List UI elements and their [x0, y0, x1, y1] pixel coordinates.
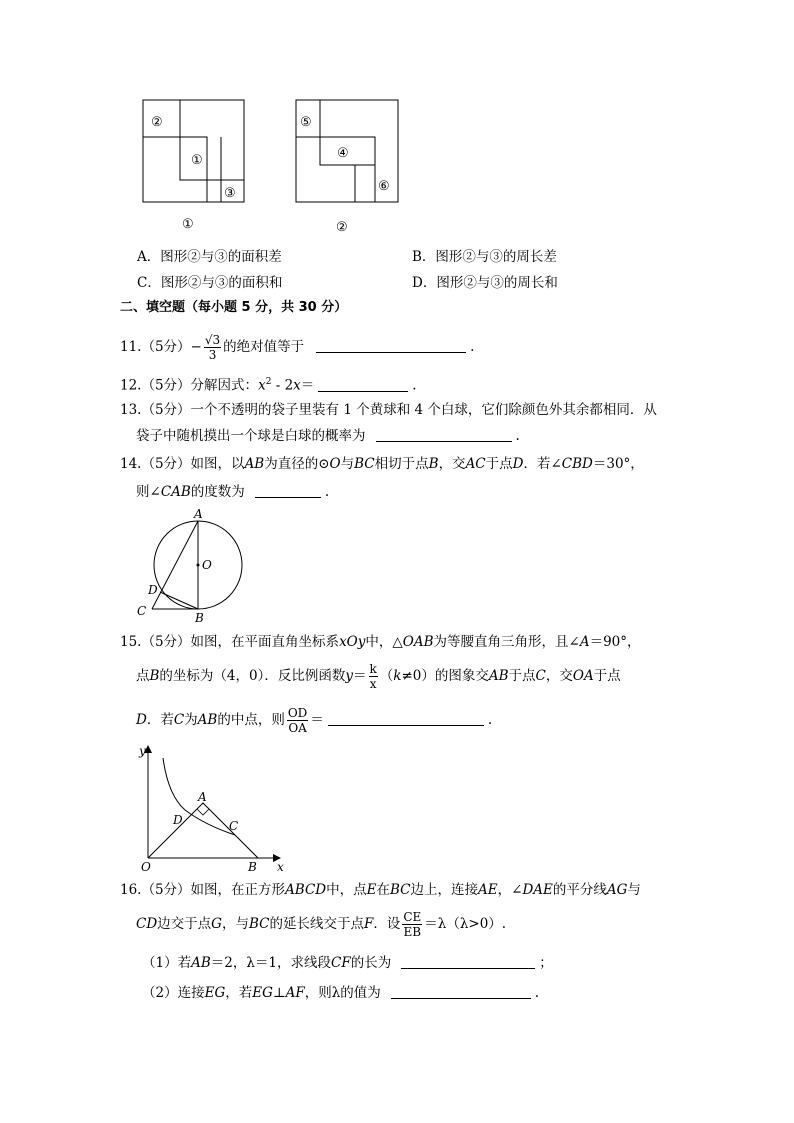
q15-figure [130, 740, 300, 875]
q14-answer-blank[interactable] [255, 483, 321, 498]
choice-d: D．图形②与③的周长和 [412, 275, 558, 291]
svg-text:A: A [194, 507, 203, 521]
question-16-sub-2: （2）连接EG，若EG⊥AF，则λ的值为 . [142, 985, 540, 1001]
svg-text:D: D [148, 583, 158, 597]
q14-line-DB [160, 592, 198, 609]
fig2-region-4: ④ [337, 146, 349, 161]
q16-1-answer-blank[interactable] [401, 954, 535, 969]
svg-text:y: y [139, 744, 146, 758]
svg-text:O: O [141, 860, 151, 874]
q12-answer-blank[interactable] [318, 377, 408, 392]
choice-c: C．图形②与③的面积和 [137, 275, 283, 291]
question-16-sub-1: （1）若AB＝2，λ＝1，求线段CF的长为 ； [142, 955, 553, 971]
svg-text:D: D [173, 813, 183, 827]
q15-fraction-kx: $\frac{k}{x}$ [369, 662, 377, 691]
question-16-line-2: CD边交于点G，与BC的延长线交于点F．设 $\frac{CE}{EB}$ ＝λ（λ>0）. [136, 910, 507, 939]
choice-b: B．图形②与③的周长差 [412, 249, 557, 265]
fig2-region-5: ⑤ [300, 115, 312, 130]
question-15-line-1: 15.（5分）如图，在平面直角坐标系xOy中，△OAB为等腰直角三角形，且∠A＝90°， [120, 634, 641, 650]
fig1-region-2: ② [151, 115, 163, 130]
question-13-line-1: 13.（5分）一个不透明的袋子里装有 1 个黄球和 4 个白球，它们除颜色外其余都相同．从 [120, 402, 657, 418]
svg-text:B: B [195, 611, 204, 625]
svg-text:C: C [229, 819, 239, 833]
question-14-line-1: 14.（5分）如图，以AB为直径的⊙O与BC相切于点B，交AC于点D．若∠CBD＝30°， [120, 456, 644, 472]
figure-squares [130, 95, 420, 240]
question-11: 11.（5分）− $\frac{√3}{3}$ 的绝对值等于 . [120, 333, 475, 362]
svg-text:O: O [202, 558, 212, 572]
question-16-line-1: 16.（5分）如图，在正方形ABCD中，点E在BC边上，连接AE，∠DAE的平分线AG与 [120, 882, 641, 898]
fig2-caption: ② [336, 220, 348, 235]
q14-figure [130, 505, 260, 625]
q15-triangle [148, 803, 258, 858]
q15-right-angle [197, 809, 209, 815]
fig1-caption: ① [182, 217, 194, 232]
fig1-region-1: ① [191, 153, 203, 168]
q15-fraction-od-oa: $\frac{OD}{OA}$ [287, 706, 308, 735]
q11-answer-blank[interactable] [316, 338, 466, 353]
fig2-region-6: ⑥ [378, 179, 390, 194]
q14-line-AC [152, 521, 198, 609]
svg-text:x: x [277, 860, 284, 874]
q16-2-answer-blank[interactable] [391, 984, 531, 999]
question-13-line-2: 袋子中随机摸出一个球是白球的概率为 . [136, 428, 520, 444]
svg-text:C: C [137, 604, 147, 618]
choice-a: A．图形②与③的面积差 [137, 249, 282, 265]
question-14-line-2: 则∠CAB的度数为 . [136, 484, 330, 500]
question-15-line-2: 点B的坐标为（4，0）．反比例函数y＝ $\frac{k}{x}$ （k≠0）的图象交AB于点C，交OA于点 [136, 662, 621, 691]
fig1-region-3: ③ [224, 186, 236, 201]
q15-answer-blank[interactable] [328, 711, 484, 726]
section-title: 二、填空题（每小题 5 分，共 30 分） [120, 300, 348, 315]
question-12: 12.（5分）分解因式：$x^2 - 2x=$ . [120, 377, 417, 394]
question-15-line-3: D．若C为AB的中点，则 $\frac{OD}{OA}$ ＝ . [136, 706, 493, 735]
svg-text:B: B [248, 860, 257, 874]
q16-fraction-ce-eb: $\frac{CE}{EB}$ [403, 910, 422, 939]
svg-text:A: A [198, 790, 207, 804]
q13-answer-blank[interactable] [376, 427, 512, 442]
q11-fraction: $\frac{√3}{3}$ [204, 333, 221, 362]
